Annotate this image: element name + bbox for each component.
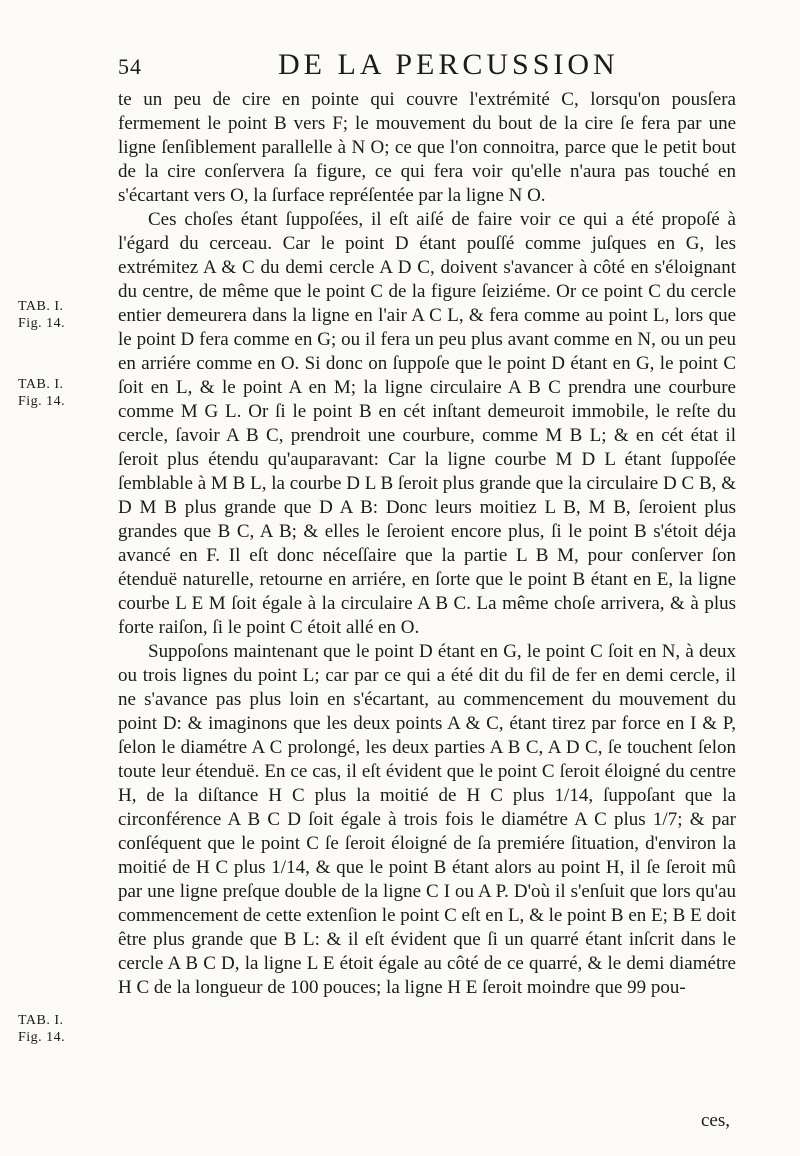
margin-note-figure-reference: TAB. I. Fig. 14. (18, 1013, 66, 1045)
page-number: 54 (118, 54, 142, 79)
catchword: ces, (700, 1110, 730, 1131)
running-head: DE LA PERCUSSION (278, 48, 619, 81)
paragraph: te un peu de cire en pointe qui couvre l'extrémité C, lorsqu'on pousſera fermement le point B vers F; le mouvement du bout de la cire ſe fera par une ligne ſenſiblement parallelle à N O; ce que l'on connoitra, parce que le petit bout de la cire conſervera ſa figure, ce qui fera voir qu'elle n'aura pas touché en s'écartant vers O, la ſurface repréſentée par la ligne N O. (118, 89, 736, 206)
margin-note-figure-reference: TAB. I. Fig. 14. (18, 299, 66, 331)
body-text (118, 88, 736, 1000)
paragraph: Suppoſons maintenant que le point D étant en G, le point C ſoit en N, à deux ou trois lignes du point L; car par ce qui a été dit du fil de fer en demi cercle, il ne s'avance pas plus loin en s'écartant, au commencement du mouvement du point D: & imaginons que les deux points A & C, étant tirez par force en I & P, ſelon le diamétre A C prolongé, les deux parties A B C, A D C, ſe touchent ſelon toute leur étenduë. En ce cas, il eſt évident que le point C ſeroit éloigné du centre H, de la diſtance H C plus la moitié de H C plus 1/14, ſuppoſant que la circonférence A B C D ſoit égale à trois fois le diamétre A C plus 1/7; & par conſéquent que le point C ſe ſeroit éloigné de ſa premiére ſituation, d'environ la moitié de H C plus 1/14, & que le point B étant alors au point H, il ſe ſeroit mû par une ligne preſque double de la ligne C I ou A P. D'où il s'enſuit que lors qu'au commencement de cette extenſion le point C eſt en L, & le point B en E; B E doit être plus grande que B L: & il eſt évident que ſi un quarré étant inſcrit dans le cercle A B C D, la ligne L E étoit égale au côté de ce quarré, & le demi diamétre H C de la longueur de 100 pouces; la ligne H E ſeroit moindre que 99 pou- (118, 641, 736, 998)
page-header (118, 48, 738, 82)
margin-note-figure-reference: TAB. I. Fig. 14. (18, 377, 66, 409)
paragraph: Ces choſes étant ſuppoſées, il eſt aiſé de faire voir ce qui a été propoſé à l'égard du cerceau. Car le point D étant pouſſé comme juſques en G, les extrémitez A & C du demi cercle A D C, doivent s'avancer à côté en s'éloignant du centre, de même que le point C de la figure ſeiziéme. Or ce point C du cercle entier demeurera dans la ligne en l'air A C L, & fera comme au point L, lors que le point D fera comme en G; ou il fera un peu plus avant comme en N, ou un peu en arriére comme en O. Si donc on ſuppoſe que le point D étant en G, le point C ſoit en L, & le point A en M; la ligne circulaire A B C prendra une courbure comme M G L. Or ſi le point B en cét inſtant demeuroit immobile, le reſte du cercle, ſavoir A B C, prendroit une courbure, comme M B L; & en cét état il ſeroit plus étendu qu'auparavant: Car la ligne courbe M D L étant ſuppoſée ſemblable à M B L, la courbe D L B ſeroit plus grande que la circulaire D C B, & D M B plus grande que D A B: Donc leurs moitiez L B, M B, ſeroient plus grandes que B C, A B; & elles le ſeroient encore plus, ſi le point B s'étoit déja avancé en F. Il eſt donc néceſſaire que la partie L B M, pour conſerver ſon étenduë naturelle, retourne en arriére, en ſorte que le point B étant en E, la ligne courbe L E M ſoit égale à la circulaire A B C. La même choſe arrivera, & à plus forte raiſon, ſi le point C étoit allé en O. (118, 209, 736, 638)
